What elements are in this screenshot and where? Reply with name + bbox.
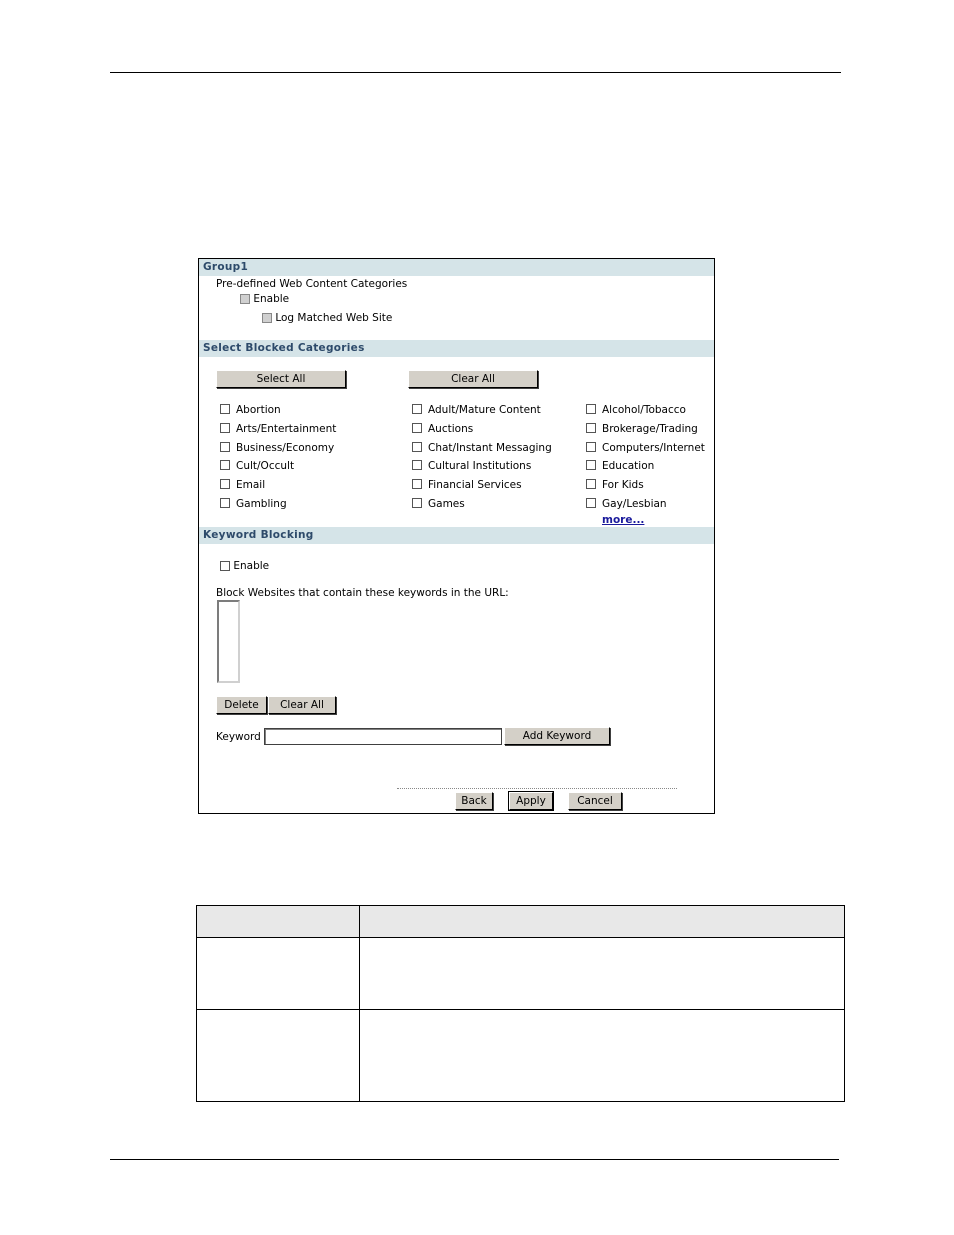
category-item[interactable] xyxy=(220,460,294,472)
category-item[interactable] xyxy=(412,423,473,435)
category-checkbox[interactable] xyxy=(412,442,422,452)
category-checkbox[interactable] xyxy=(412,404,422,414)
category-label: For Kids xyxy=(602,479,644,491)
category-checkbox[interactable] xyxy=(586,423,596,433)
clear-all-categories-button[interactable]: Clear All xyxy=(408,370,538,388)
table-header-row xyxy=(197,906,845,938)
category-label: Business/Economy xyxy=(236,442,335,454)
keyword-list[interactable] xyxy=(217,600,240,683)
category-label: Gay/Lesbian xyxy=(602,498,667,510)
keyword-enable-checkbox[interactable] xyxy=(220,561,230,571)
category-label: Games xyxy=(428,498,465,510)
category-item[interactable] xyxy=(220,423,336,435)
footer-divider xyxy=(397,788,677,789)
blocked-categories-title: Select Blocked Categories xyxy=(199,340,714,357)
keyword-enable[interactable] xyxy=(220,560,269,572)
category-checkbox[interactable] xyxy=(586,498,596,508)
category-checkbox[interactable] xyxy=(412,460,422,470)
category-checkbox[interactable] xyxy=(586,442,596,452)
category-label: Auctions xyxy=(428,423,474,435)
table-cell xyxy=(360,938,845,1010)
clear-all-keywords-button[interactable]: Clear All xyxy=(268,696,336,714)
description-table xyxy=(196,905,845,1102)
predefined-label: Pre-defined Web Content Categories xyxy=(216,278,408,290)
category-label: Email xyxy=(236,479,266,491)
table-row xyxy=(197,938,845,1010)
footer-rule xyxy=(110,1159,839,1160)
delete-keyword-button[interactable]: Delete xyxy=(216,696,267,714)
table-cell xyxy=(197,1010,360,1102)
category-label: Financial Services xyxy=(428,479,522,491)
category-label: Chat/Instant Messaging xyxy=(428,442,552,454)
content-filter-screen xyxy=(198,258,715,814)
category-item[interactable] xyxy=(412,498,465,510)
category-item[interactable] xyxy=(412,479,522,491)
predefined-enable[interactable] xyxy=(240,293,289,305)
cancel-button[interactable]: Cancel xyxy=(568,792,622,810)
category-label: Gambling xyxy=(236,498,287,510)
log-matched[interactable] xyxy=(262,312,392,324)
category-label: Computers/Internet xyxy=(602,442,705,454)
table-cell xyxy=(197,938,360,1010)
category-checkbox[interactable] xyxy=(586,479,596,489)
apply-button[interactable]: Apply xyxy=(509,792,553,810)
predefined-enable-label: Enable xyxy=(253,293,290,305)
select-all-button[interactable]: Select All xyxy=(216,370,346,388)
category-item[interactable] xyxy=(586,423,698,435)
category-checkbox[interactable] xyxy=(412,498,422,508)
category-checkbox[interactable] xyxy=(220,498,230,508)
keyword-input[interactable] xyxy=(264,728,502,745)
category-checkbox[interactable] xyxy=(586,404,596,414)
category-item[interactable] xyxy=(220,498,287,510)
category-label: Arts/Entertainment xyxy=(236,423,337,435)
keyword-label: Keyword xyxy=(216,731,261,743)
category-item[interactable] xyxy=(220,442,334,454)
category-checkbox[interactable] xyxy=(220,404,230,414)
keyword-enable-label: Enable xyxy=(233,560,270,572)
table-row xyxy=(197,1010,845,1102)
category-item[interactable] xyxy=(586,404,686,416)
table-cell xyxy=(360,1010,845,1102)
category-label: Education xyxy=(602,460,655,472)
category-item[interactable] xyxy=(586,442,705,454)
table-header-cell xyxy=(360,906,845,938)
category-checkbox[interactable] xyxy=(220,460,230,470)
back-button[interactable]: Back xyxy=(455,792,493,810)
category-checkbox[interactable] xyxy=(412,423,422,433)
category-checkbox[interactable] xyxy=(220,423,230,433)
table-header-cell xyxy=(197,906,360,938)
category-label: Brokerage/Trading xyxy=(602,423,698,435)
category-item[interactable] xyxy=(220,404,281,416)
log-matched-label: Log Matched Web Site xyxy=(275,312,393,324)
category-checkbox[interactable] xyxy=(220,442,230,452)
category-item[interactable] xyxy=(412,404,541,416)
more-categories-link[interactable]: more... xyxy=(602,514,645,526)
category-item[interactable] xyxy=(220,479,265,491)
keyword-blocking-title: Keyword Blocking xyxy=(199,527,714,544)
category-checkbox[interactable] xyxy=(412,479,422,489)
category-item[interactable] xyxy=(412,442,552,454)
predefined-enable-checkbox[interactable] xyxy=(240,294,250,304)
category-item[interactable] xyxy=(412,460,531,472)
category-label: Adult/Mature Content xyxy=(428,404,541,416)
category-item[interactable] xyxy=(586,479,644,491)
group-title: Group1 xyxy=(199,259,714,276)
category-item[interactable] xyxy=(586,498,667,510)
log-matched-checkbox[interactable] xyxy=(262,313,272,323)
category-checkbox[interactable] xyxy=(586,460,596,470)
category-item[interactable] xyxy=(586,460,654,472)
category-label: Abortion xyxy=(236,404,281,416)
header-rule xyxy=(110,72,841,73)
category-label: Alcohol/Tobacco xyxy=(602,404,686,416)
category-checkbox[interactable] xyxy=(220,479,230,489)
add-keyword-button[interactable]: Add Keyword xyxy=(504,727,610,745)
category-label: Cultural Institutions xyxy=(428,460,532,472)
category-label: Cult/Occult xyxy=(236,460,295,472)
block-websites-label: Block Websites that contain these keywords in the URL: xyxy=(216,587,509,599)
